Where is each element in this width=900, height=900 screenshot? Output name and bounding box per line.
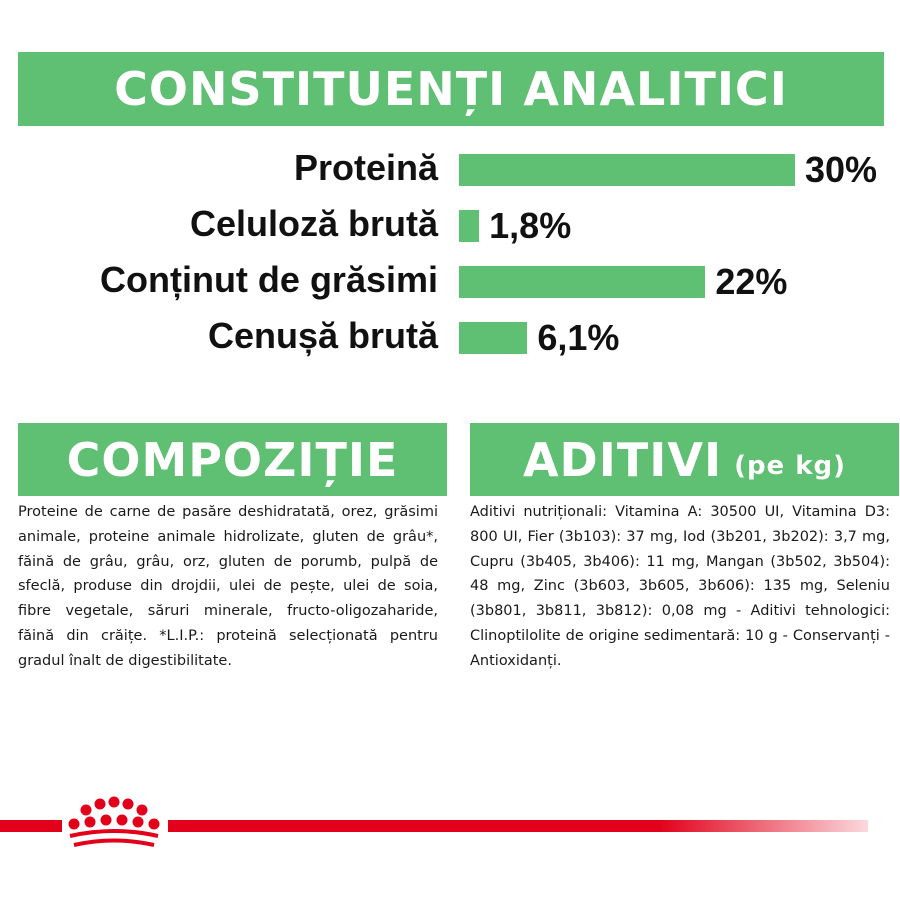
- additives-title: ADITIVI: [522, 432, 723, 487]
- chart-row: [0, 308, 900, 364]
- brand-footer: [0, 790, 900, 860]
- red-line-right: [168, 820, 868, 832]
- royal-canin-crown-icon: [64, 796, 164, 854]
- chart-value-label: 30%: [805, 149, 878, 190]
- red-line-left: [0, 820, 62, 832]
- composition-title: COMPOZIȚIE: [66, 432, 399, 487]
- chart-category-label: Proteină: [293, 147, 438, 188]
- chart-bar: [459, 266, 705, 298]
- composition-text: Proteine de carne de pasăre deshidratată, orez, grăsimi animale, proteine animale hidrolizate, gluten de grâu*, făină de grâu, grâu, orz, gluten de porumb, pulpă de sfeclă, produse din drojdii, ulei de pește, ulei de soia, fibre vegetale, săruri minerale, fructo-oligozaharide, făină din crăițe. *L.I.P.: proteină selecționată pentru gradul înalt de digestibilitate.: [18, 504, 438, 669]
- additives-text: Aditivi nutriționali: Vitamina A: 30500 UI, Vitamina D3: 800 UI, Fier (3b103): 37 mg, Iod (3b201, 3b202): 3,7 mg, Cupru (3b405, 3b406): 11 mg, Mangan (3b502, 3b504): 48 mg, Zinc (3b603, 3b605, 3b606): 135 mg, Seleniu (3b801, 3b811, 3b812): 0,08 mg - Aditivi tehnologici: Clinoptilolite de origine sedimentară: 10 g - Conservanți - Antioxidanți.: [470, 504, 890, 669]
- additives-subtitle: (pe kg): [734, 450, 847, 481]
- additives-banner: [470, 423, 899, 496]
- chart-value-label: 6,1%: [537, 317, 620, 358]
- analytics-banner: [18, 52, 884, 126]
- chart-row: [0, 252, 900, 308]
- chart-value-label: 1,8%: [489, 205, 572, 246]
- chart-bar: [459, 322, 527, 354]
- chart-category-label: Celuloză brută: [189, 203, 438, 244]
- chart-category-label: Conținut de grăsimi: [99, 259, 438, 300]
- analytics-bar-chart: [0, 140, 900, 370]
- chart-value-label: 22%: [715, 261, 788, 302]
- analytics-title: CONSTITUENȚI ANALITICI: [114, 62, 788, 116]
- chart-bar: [459, 154, 795, 186]
- chart-category-label: Cenușă brută: [207, 315, 438, 356]
- chart-row: [0, 196, 900, 252]
- chart-bar: [459, 210, 479, 242]
- chart-row: [0, 140, 900, 196]
- composition-banner: [18, 423, 447, 496]
